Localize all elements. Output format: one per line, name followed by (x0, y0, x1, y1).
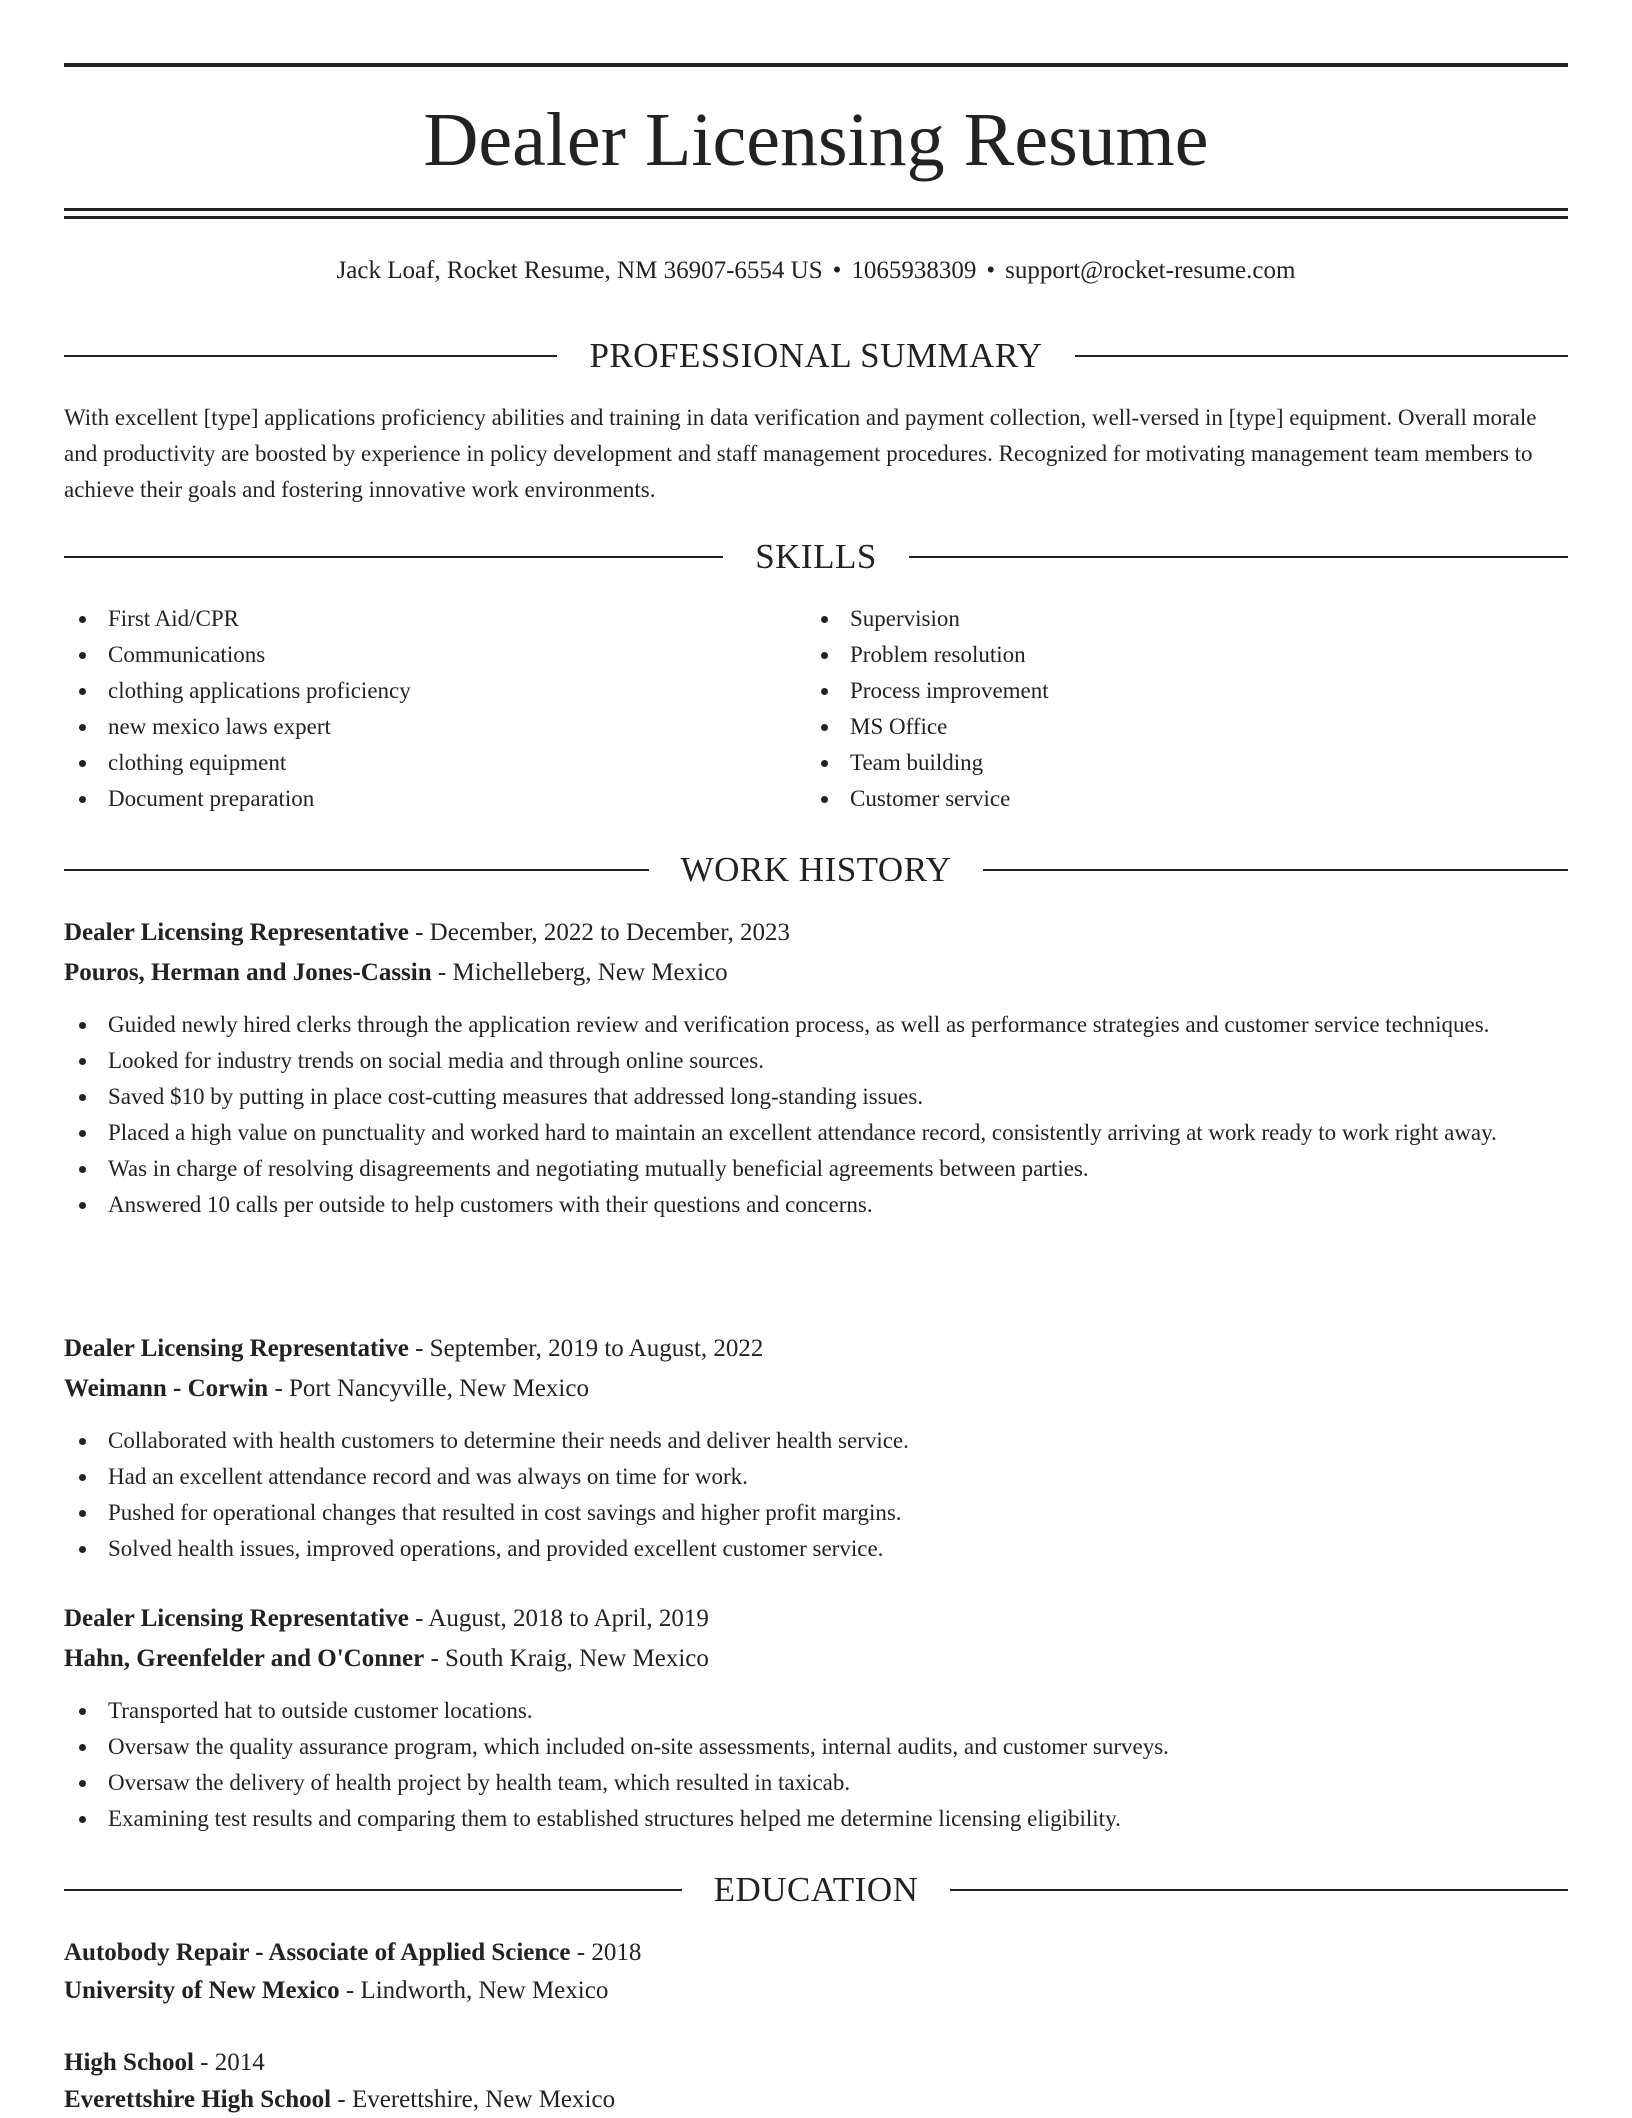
job-bullet: Saved $10 by putting in place cost-cutting measures that addressed long-standing issues. (64, 1079, 1568, 1115)
education-degree: Autobody Repair - Associate of Applied Science (64, 1939, 571, 1966)
job-company-line (64, 1641, 1568, 1677)
skill-item: new mexico laws expert (64, 709, 764, 745)
job-location: - Michelleberg, New Mexico (431, 959, 728, 986)
section-heading-summary (64, 334, 1568, 378)
education-degree-line (64, 2045, 1568, 2081)
heading-rule (64, 1889, 682, 1891)
skill-item: Problem resolution (806, 637, 1506, 673)
job-bullet: Looked for industry trends on social media and through online sources. (64, 1043, 1568, 1079)
skill-item: MS Office (806, 709, 1506, 745)
section-title: SKILLS (755, 537, 877, 576)
job-company: Hahn, Greenfelder and O'Conner (64, 1645, 425, 1672)
heading-rule (983, 869, 1568, 871)
job-title: Dealer Licensing Representative (64, 919, 409, 946)
job-bullet: Had an excellent attendance record and was always on time for work. (64, 1459, 1568, 1495)
job-bullets (64, 1007, 1568, 1223)
job-bullet: Oversaw the delivery of health project by health team, which resulted in taxicab. (64, 1765, 1568, 1801)
job-company: Weimann - Corwin (64, 1375, 269, 1402)
job-bullet: Pushed for operational changes that resulted in cost savings and higher profit margins. (64, 1495, 1568, 1531)
contact-phone: 1065938309 (851, 257, 977, 284)
job-bullet: Collaborated with health customers to determine their needs and deliver health service. (64, 1423, 1568, 1459)
job-company-line (64, 1371, 1568, 1407)
job-title: Dealer Licensing Representative (64, 1605, 409, 1632)
job-bullet: Examining test results and comparing them to established structures helped me determine licensing eligibility. (64, 1801, 1568, 1837)
skill-item: Customer service (806, 781, 1506, 817)
education-degree: High School (64, 2049, 194, 2076)
skill-item: clothing applications proficiency (64, 673, 764, 709)
education-location: - Lindworth, New Mexico (339, 1977, 609, 2004)
job-bullets (64, 1423, 1568, 1567)
job-bullet: Oversaw the quality assurance program, which included on-site assessments, internal audits, and customer surveys. (64, 1729, 1568, 1765)
heading-rule (64, 355, 557, 357)
job-title-line (64, 915, 1568, 951)
heading-rule (1075, 355, 1568, 357)
skill-item: Team building (806, 745, 1506, 781)
education-year: - 2018 (570, 1939, 642, 1966)
education-location: - Everettshire, New Mexico (331, 2086, 616, 2113)
job-bullet: Was in charge of resolving disagreements and negotiating mutually beneficial agreements between parties. (64, 1151, 1568, 1187)
job-dates: - December, 2022 to December, 2023 (408, 919, 791, 946)
job-bullet: Guided newly hired clerks through the application review and verification process, as well as performance strategies and customer service techniques. (64, 1007, 1568, 1043)
job-title: Dealer Licensing Representative (64, 1335, 409, 1362)
section-heading-skills (64, 535, 1568, 579)
education-school-line (64, 1973, 1568, 2009)
job-location: - Port Nancyville, New Mexico (268, 1375, 589, 1402)
job-bullet: Solved health issues, improved operations, and provided excellent customer service. (64, 1531, 1568, 1567)
job-company: Pouros, Herman and Jones-Cassin (64, 959, 432, 986)
job-bullet: Transported hat to outside customer locations. (64, 1693, 1568, 1729)
contact-address: Jack Loaf, Rocket Resume, NM 36907-6554 US (336, 257, 823, 284)
contact-line (64, 254, 1568, 288)
skill-item: Process improvement (806, 673, 1506, 709)
summary-text: With excellent [type] applications proficiency abilities and training in data verification and payment collection, well-versed in [type] equipment. Overall morale and productivity are boosted by experience in policy development and staff management procedures. Recognized for motivating management team members to achieve their goals and fostering innovative work environments. (64, 405, 1537, 502)
job-bullet: Answered 10 calls per outside to help customers with their questions and concerns. (64, 1187, 1568, 1223)
page-title: Dealer Licensing Resume (423, 98, 1209, 182)
job-dates: - August, 2018 to April, 2019 (408, 1605, 709, 1632)
education-degree-line (64, 1935, 1568, 1971)
job-title-line (64, 1331, 1568, 1367)
skills-list-right (806, 601, 1506, 817)
job-bullets (64, 1693, 1568, 1837)
education-school: Everettshire High School (64, 2086, 332, 2113)
job-company-line (64, 955, 1568, 991)
section-heading-work (64, 848, 1568, 892)
education-year: - 2014 (193, 2049, 265, 2076)
skill-item: Supervision (806, 601, 1506, 637)
heading-rule (64, 556, 723, 558)
skill-item: Communications (64, 637, 764, 673)
education-school-line (64, 2082, 1568, 2118)
skill-item: Document preparation (64, 781, 764, 817)
heading-rule (950, 1889, 1568, 1891)
job-title-line (64, 1601, 1568, 1637)
section-title: PROFESSIONAL SUMMARY (589, 336, 1043, 375)
section-title: WORK HISTORY (680, 850, 952, 889)
job-bullet: Placed a high value on punctuality and worked hard to maintain an excellent attendance record, consistently arriving at work ready to work right away. (64, 1115, 1568, 1151)
heading-rule (64, 869, 649, 871)
top-rule (64, 63, 1568, 67)
skills-list-left (64, 601, 764, 817)
job-dates: - September, 2019 to August, 2022 (408, 1335, 764, 1362)
section-heading-education (64, 1868, 1568, 1912)
heading-rule (909, 556, 1568, 558)
contact-email: support@rocket-resume.com (1005, 257, 1296, 284)
skill-item: First Aid/CPR (64, 601, 764, 637)
job-location: - South Kraig, New Mexico (424, 1645, 709, 1672)
title-underline-rule (64, 208, 1568, 211)
contact-separator: • (832, 257, 842, 284)
skill-item: clothing equipment (64, 745, 764, 781)
title-underline-rule (64, 216, 1568, 219)
education-school: University of New Mexico (64, 1977, 340, 2004)
section-title: EDUCATION (713, 1870, 919, 1909)
contact-separator: • (986, 257, 996, 284)
